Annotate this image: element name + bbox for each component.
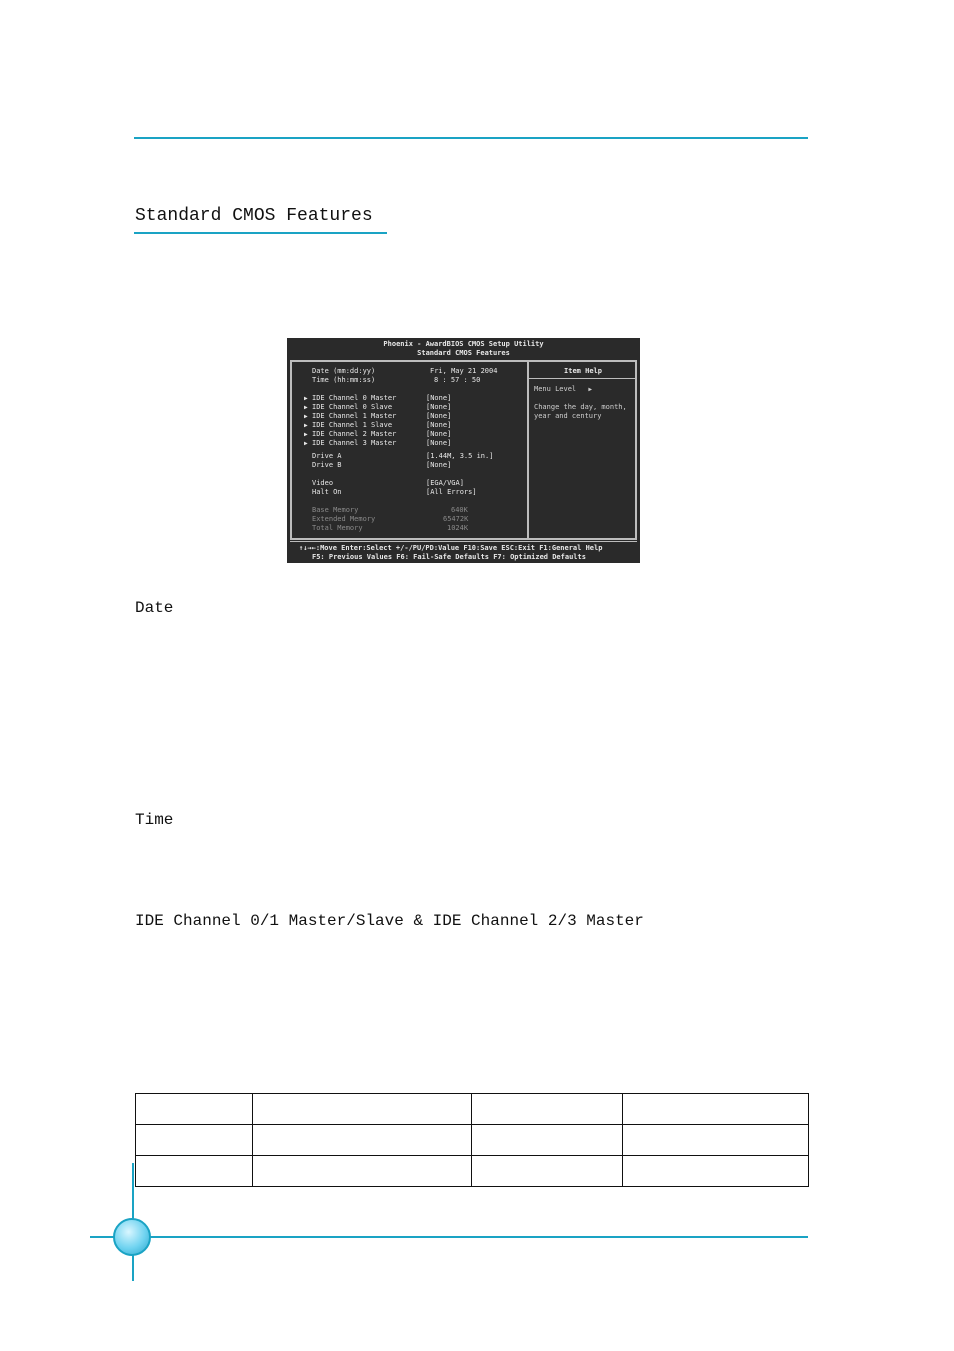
table-cell: [623, 1156, 809, 1187]
bios-row-value: [None]: [426, 430, 452, 438]
bios-row-label: IDE Channel 1 Slave: [312, 421, 393, 429]
table-cell: [136, 1156, 253, 1187]
table-cell: [136, 1094, 253, 1125]
bios-row-value: 65472K: [443, 515, 469, 523]
bios-row-label: Extended Memory: [312, 515, 376, 523]
section-title-underline: [134, 232, 387, 234]
footer-rule: [90, 1236, 808, 1238]
bios-row-label: Time (hh:mm:ss): [312, 376, 376, 384]
menu-level-label: Menu Level: [534, 385, 577, 393]
bios-row-label: IDE Channel 1 Master: [312, 412, 397, 420]
bios-footer-line2: F5: Previous Values F6: Fail-Safe Defaults F7: Optimized Defaults: [312, 553, 586, 561]
submenu-arrow-icon: ▶: [304, 413, 308, 420]
bios-row-value: [None]: [426, 439, 452, 447]
data-table: [135, 1093, 809, 1187]
table-row: [136, 1125, 809, 1156]
bios-row-label: IDE Channel 2 Master: [312, 430, 397, 438]
section-title: Standard CMOS Features: [135, 206, 373, 226]
bios-row-value: [1.44M, 3.5 in.]: [426, 452, 494, 460]
bios-row-value: [None]: [426, 461, 452, 469]
bios-row-value: [None]: [426, 403, 452, 411]
bios-footer-divider: [290, 541, 637, 542]
bios-row-label: IDE Channel 0 Master: [312, 394, 397, 402]
item-help-title: Item Help: [564, 367, 602, 375]
table-row: [136, 1156, 809, 1187]
bios-subtitle: Standard CMOS Features: [417, 349, 510, 357]
bios-row-value: [EGA/VGA]: [426, 479, 464, 487]
table-cell: [253, 1156, 472, 1187]
bios-footer-line1: ↑↓→←:Move Enter:Select +/-/PU/PD:Value F10:Save ESC:Exit F1:General Help: [299, 544, 603, 552]
bios-row-value: Fri, May 21 2004: [430, 367, 498, 375]
bios-row-label: Halt On: [312, 488, 342, 496]
header-rule: [134, 137, 808, 139]
bios-divider: [527, 360, 529, 540]
bios-row-value: 1024K: [447, 524, 469, 532]
menu-level-text: [534, 385, 592, 394]
bios-row-value: [All Errors]: [426, 488, 477, 496]
page-marker-circle-icon: [113, 1218, 151, 1256]
help-text-line2: year and century: [534, 412, 602, 420]
heading-date: Date: [135, 599, 174, 617]
submenu-arrow-icon: ▶: [304, 404, 308, 411]
submenu-arrow-icon: ▶: [304, 440, 308, 447]
bios-row-label: Total Memory: [312, 524, 363, 532]
table-cell: [623, 1125, 809, 1156]
bios-title: Phoenix - AwardBIOS CMOS Setup Utility: [383, 340, 544, 348]
menu-level-arrow-icon: ▶: [588, 386, 592, 393]
bios-row-label: Base Memory: [312, 506, 359, 514]
bios-screenshot: [287, 338, 640, 563]
table-cell: [136, 1125, 253, 1156]
help-text-line1: Change the day, month,: [534, 403, 627, 411]
submenu-arrow-icon: ▶: [304, 422, 308, 429]
heading-time: Time: [135, 811, 174, 829]
table-cell: [253, 1125, 472, 1156]
table-cell: [472, 1094, 623, 1125]
bios-row-label: Date (mm:dd:yy): [312, 367, 376, 375]
table-row: [136, 1094, 809, 1125]
table-cell: [623, 1094, 809, 1125]
bios-row-label: IDE Channel 0 Slave: [312, 403, 393, 411]
table-cell: [253, 1094, 472, 1125]
bios-row-label: Drive A: [312, 452, 342, 460]
table-cell: [472, 1156, 623, 1187]
bios-row-value: [None]: [426, 394, 452, 402]
bios-row-value: 8 : 57 : 50: [434, 376, 481, 384]
bios-row-value: 640K: [451, 506, 468, 514]
bios-row-label: IDE Channel 3 Master: [312, 439, 397, 447]
bios-help-divider: [529, 378, 637, 379]
submenu-arrow-icon: ▶: [304, 395, 308, 402]
bios-row-value: [None]: [426, 421, 452, 429]
bios-row-value: [None]: [426, 412, 452, 420]
bios-row-label: Video: [312, 479, 334, 487]
bios-row-label: Drive B: [312, 461, 342, 469]
table-cell: [472, 1125, 623, 1156]
heading-ide-channels: IDE Channel 0/1 Master/Slave & IDE Channel 2/3 Master: [135, 912, 644, 930]
submenu-arrow-icon: ▶: [304, 431, 308, 438]
